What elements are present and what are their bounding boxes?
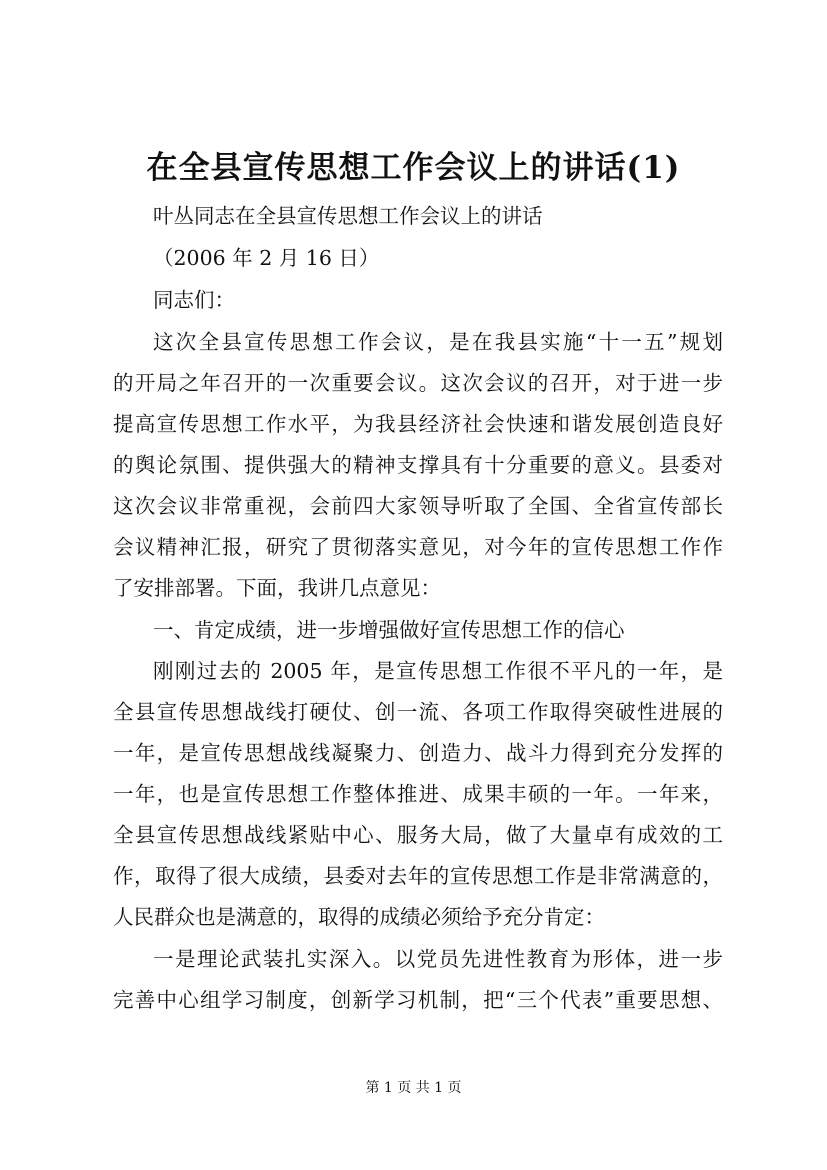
paragraph-line: 全县宣传思想战线打硬仗、创一流、各项工作取得突破性进展的	[113, 700, 723, 724]
paragraph-line: 一年，也是宣传思想工作整体推进、成果丰硕的一年。一年来，	[113, 782, 723, 806]
paragraph-line: 提高宣传思想工作水平，为我县经济社会快速和谐发展创造良好	[113, 412, 723, 436]
paragraph-line: 人民群众也是满意的，取得的成绩必须给予充分肯定：	[113, 905, 605, 929]
paragraph-line: 这次全县宣传思想工作会议，是在我县实施“十一五”规划	[153, 330, 723, 354]
paragraph-line: 会议精神汇报，研究了贯彻落实意见，对今年的宣传思想工作作	[113, 535, 723, 559]
paragraph-line: 作，取得了很大成绩，县委对去年的宣传思想工作是非常满意的，	[113, 864, 723, 888]
paragraph-line: 刚刚过去的 2005 年，是宣传思想工作很不平凡的一年，是	[153, 659, 723, 683]
paragraph-line: 一是理论武装扎实深入。以党员先进性教育为形体，进一步	[153, 947, 723, 971]
document-subtitle: 叶丛同志在全县宣传思想工作会议上的讲话	[153, 204, 543, 228]
paragraph-line: 的开局之年召开的一次重要会议。这次会议的召开，对于进一步	[113, 371, 723, 395]
salutation: 同志们：	[153, 288, 235, 312]
paragraph-line: 的舆论氛围、提供强大的精神支撑具有十分重要的意义。县委对	[113, 453, 723, 477]
page-footer: 第 1 页 共 1 页	[365, 1080, 462, 1096]
document-title: 在全县宣传思想工作会议上的讲话(1)	[146, 150, 681, 186]
paragraph-line: 这次会议非常重视，会前四大家领导听取了全国、全省宣传部长	[113, 494, 723, 518]
paragraph-line: 全县宣传思想战线紧贴中心、服务大局，做了大量卓有成效的工	[113, 823, 723, 847]
document-date: （2006 年 2 月 16 日）	[153, 246, 380, 270]
section-heading: 一、肯定成绩，进一步增强做好宣传思想工作的信心	[153, 618, 625, 642]
paragraph-line: 一年，是宣传思想战线凝聚力、创造力、战斗力得到充分发挥的	[113, 741, 723, 765]
paragraph-line: 了安排部署。下面，我讲几点意见：	[113, 576, 441, 600]
paragraph-line: 完善中心组学习制度，创新学习机制，把“三个代表”重要思想、	[113, 988, 723, 1012]
